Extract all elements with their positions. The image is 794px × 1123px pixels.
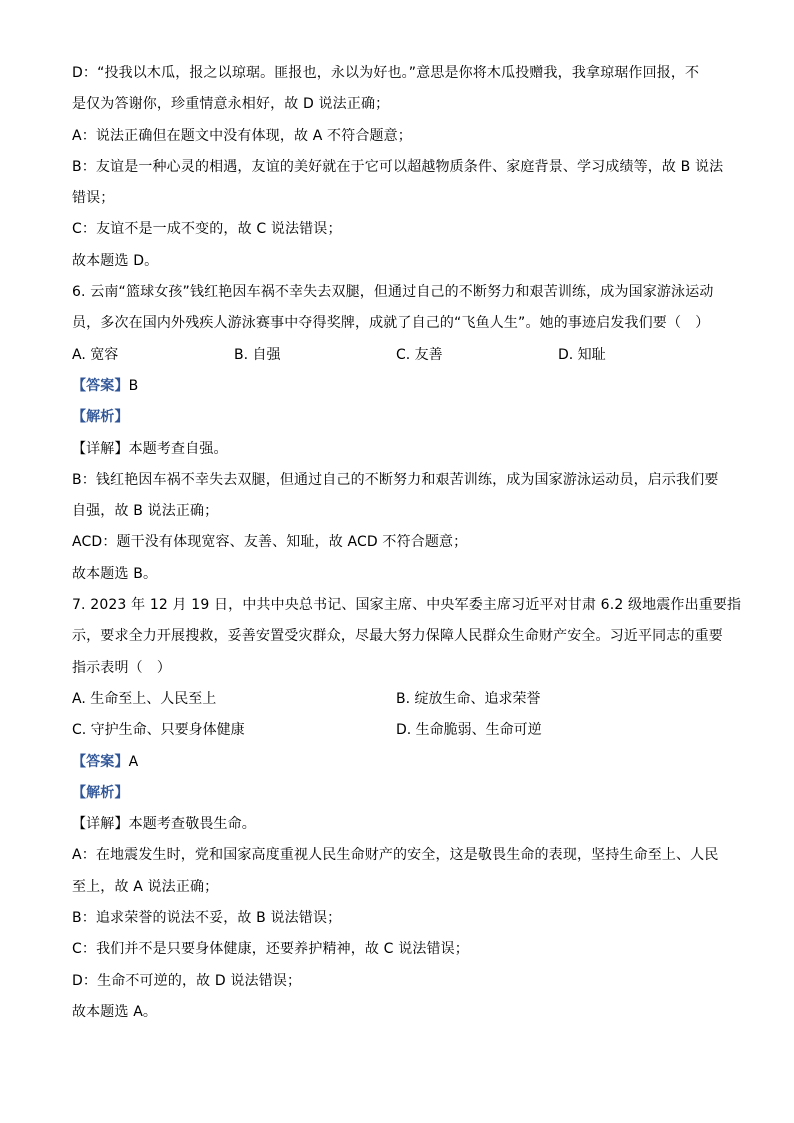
q6-answer-value: B xyxy=(128,377,139,394)
q7-options-row-1 xyxy=(72,689,722,709)
q6-answer-row xyxy=(72,376,722,396)
q7-stem-line-3: 指示表明（ ） xyxy=(72,659,172,676)
q5-conclusion: 故本题选 D。 xyxy=(72,252,159,269)
q7-option-b: B. 绽放生命、追求荣誉 xyxy=(396,690,541,707)
q5-option-b-explanation-line-1: B：友谊是一种心灵的相遇，友谊的美好就在于它可以超越物质条件、家庭背景、学习成绩等，故 B 说法 xyxy=(72,158,724,175)
q6-options xyxy=(72,345,722,365)
q7-answer-row xyxy=(72,752,722,772)
q6-stem-line-1: 6. 云南“篮球女孩”钱红艳因车祸不幸失去双腿，但通过自己的不断努力和艰苦训练，成为国家游泳运动 xyxy=(72,284,714,301)
q7-stem-line-1: 7. 2023 年 12 月 19 日，中共中央总书记、国家主席、中央军委主席习近平对甘肃 6.2 级地震作出重要指 xyxy=(72,597,742,614)
q7-explanation-line-3: B：追求荣誉的说法不妥，故 B 说法错误； xyxy=(72,910,342,927)
q5-option-d-explanation-line-2: 是仅为答谢你，珍重情意永相好，故 D 说法正确； xyxy=(72,96,390,113)
q5-option-d-explanation-line-1: D：“投我以木瓜，报之以琼琚。匪报也，永以为好也。”意思是你将木瓜投赠我，我拿琼琚作回报，不 xyxy=(72,65,700,81)
q5-option-b-explanation-line-2: 错误； xyxy=(72,190,115,207)
q6-stem-line-2: 员，多次在国内外残疾人游泳赛事中夺得奖牌，成就了自己的“飞鱼人生”。她的事迹启发我们要（ ） xyxy=(72,315,710,332)
q7-detail-tag: 【详解】 xyxy=(72,816,129,833)
q7-analysis-row xyxy=(72,783,722,803)
q6-detail-text: 本题考查自强。 xyxy=(128,440,228,457)
q7-answer-tag: 【答案】 xyxy=(72,753,129,770)
q7-option-d: D. 生命脆弱、生命可逆 xyxy=(396,722,542,739)
q6-option-a: A. 宽容 xyxy=(72,346,119,363)
q7-explanation-line-5: D：生命不可逆的，故 D 说法错误； xyxy=(72,972,302,989)
q6-analysis-tag: 【解析】 xyxy=(72,409,129,426)
q6-explanation-line-1: B：钱红艳因车祸不幸失去双腿，但通过自己的不断努力和艰苦训练，成为国家游泳运动员，启示我们要 xyxy=(72,471,719,488)
q6-detail-tag: 【详解】 xyxy=(72,440,129,457)
q6-conclusion: 故本题选 B。 xyxy=(72,565,158,582)
q7-explanation-line-4: C：我们并不是只要身体健康，还要养护精神，故 C 说法错误； xyxy=(72,941,469,958)
q7-explanation-line-1: A：在地震发生时，党和国家高度重视人民生命财产的安全，这是敬畏生命的表现，坚持生命至上、人民 xyxy=(72,847,719,864)
document-page xyxy=(72,63,742,1033)
q7-option-c: C. 守护生命、只要身体健康 xyxy=(72,722,245,739)
q6-option-c: C. 友善 xyxy=(396,346,443,363)
q7-option-a: A. 生命至上、人民至上 xyxy=(72,690,217,707)
q7-answer-value: A xyxy=(128,753,139,770)
q7-stem-line-2: 示，要求全力开展搜救，妥善安置受灾群众，尽最大努力保障人民群众生命财产安全。习近平同志的重要 xyxy=(72,628,723,645)
q6-answer-tag: 【答案】 xyxy=(72,377,129,394)
q6-analysis-row xyxy=(72,407,722,427)
q6-option-b: B. 自强 xyxy=(234,346,281,363)
q7-options-row-2 xyxy=(72,720,722,740)
q7-analysis-tag: 【解析】 xyxy=(72,784,129,801)
q7-explanation-line-2: 至上，故 A 说法正确； xyxy=(72,878,219,895)
q5-option-c-explanation: C：友谊不是一成不变的，故 C 说法错误； xyxy=(72,221,342,238)
q7-conclusion: 故本题选 A。 xyxy=(72,1003,158,1020)
q6-detail-row xyxy=(72,439,722,459)
q6-option-d: D. 知耻 xyxy=(558,346,606,363)
q6-explanation-line-2: 自强，故 B 说法正确； xyxy=(72,503,219,520)
q6-explanation-line-3: ACD：题干没有体现宽容、友善、知耻，故 ACD 不符合题意； xyxy=(72,534,468,551)
q7-detail-row xyxy=(72,814,722,834)
q7-detail-text: 本题考查敬畏生命。 xyxy=(128,816,256,833)
q5-option-a-explanation: A：说法正确但在题文中没有体现，故 A 不符合题意； xyxy=(72,127,412,144)
